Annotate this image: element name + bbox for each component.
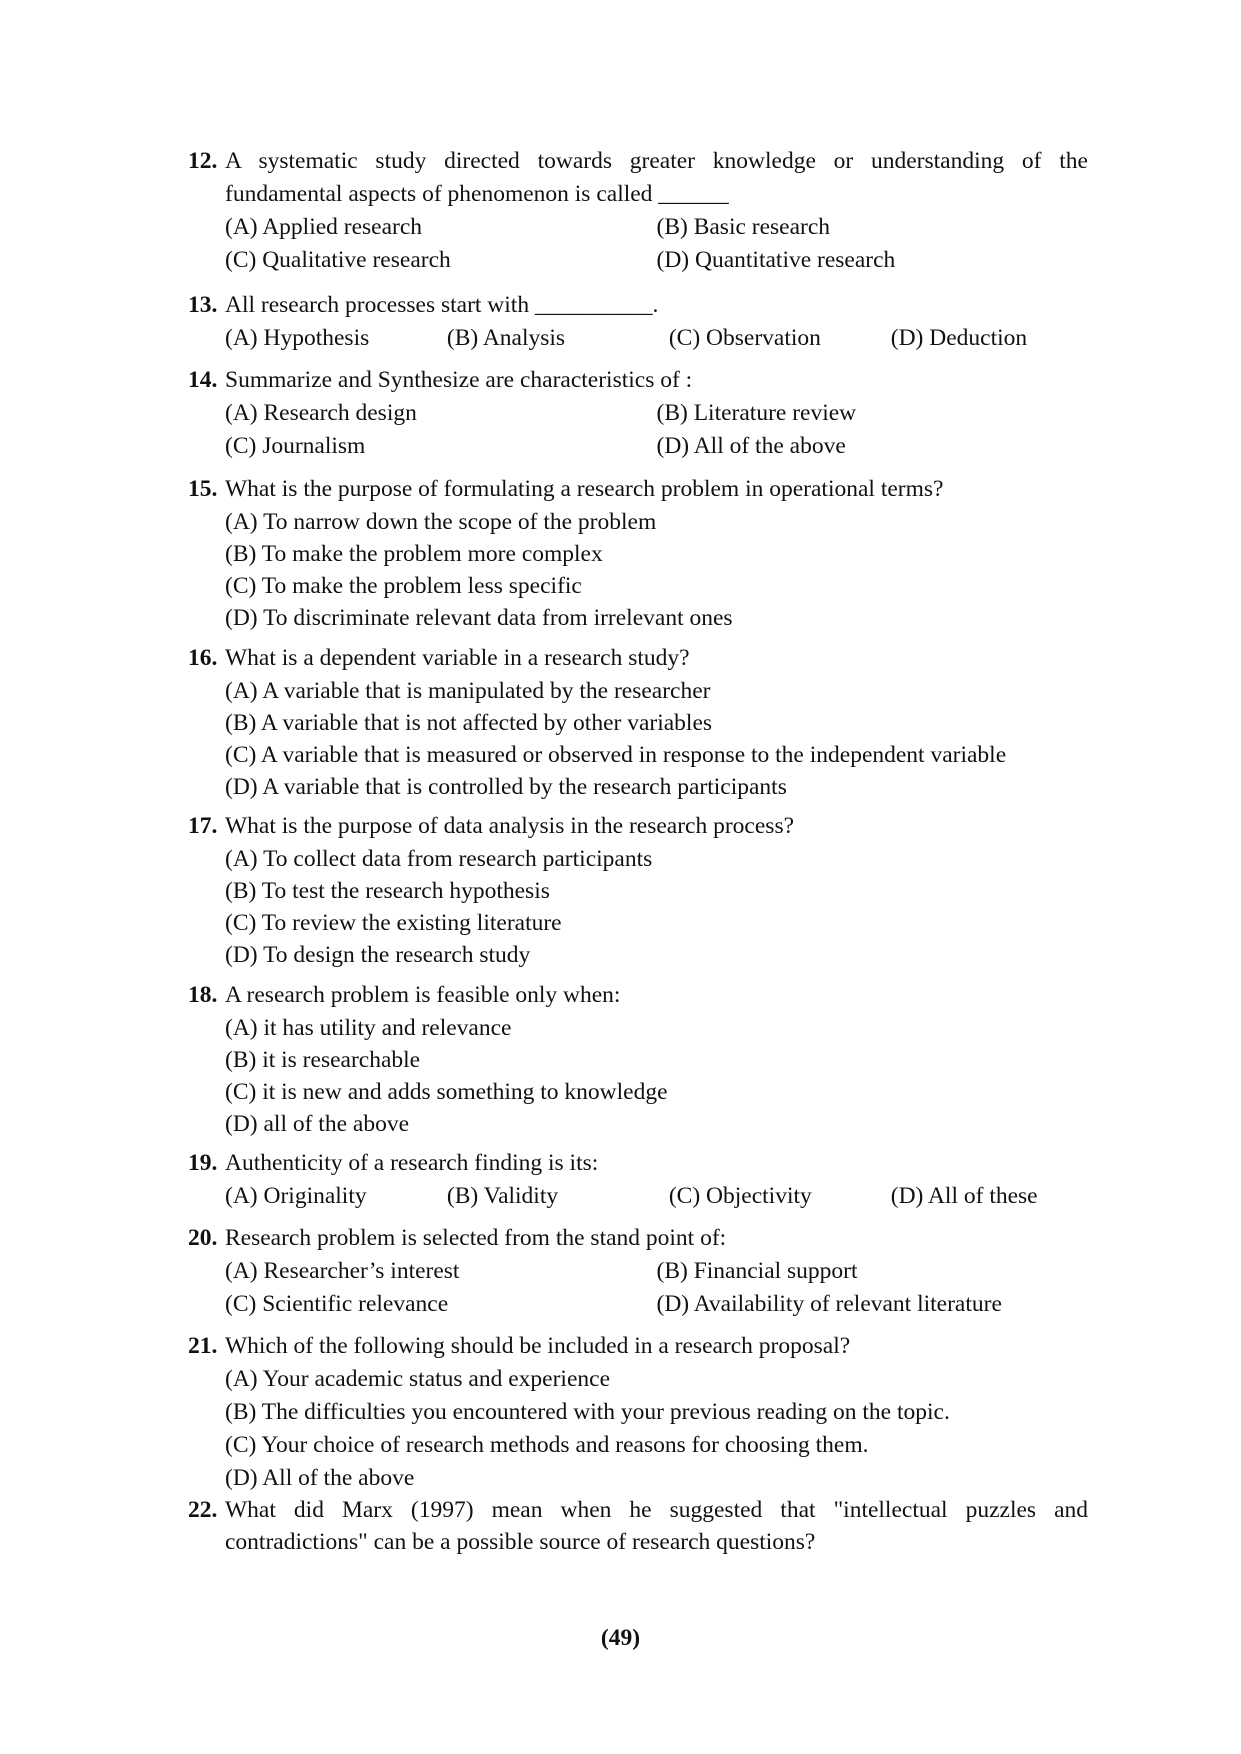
question-number: 14. bbox=[188, 367, 218, 393]
options-row bbox=[225, 211, 1088, 244]
question-13 bbox=[188, 289, 1088, 355]
question-number: 16. bbox=[188, 645, 218, 671]
question-number: 20. bbox=[188, 1225, 218, 1251]
options-row bbox=[225, 1180, 1088, 1213]
option-a: (A) Research design bbox=[225, 400, 417, 426]
option-b: (B) Literature review bbox=[656, 400, 857, 426]
option-a: (A) Hypothesis bbox=[225, 325, 370, 351]
options-row bbox=[225, 322, 1088, 355]
question-22 bbox=[188, 1494, 1088, 1558]
options-row bbox=[225, 244, 1088, 277]
options-row bbox=[225, 1288, 1088, 1321]
options-row bbox=[225, 1255, 1088, 1288]
question-stem: What is a dependent variable in a research study? bbox=[225, 645, 690, 671]
option-a: (A) it has utility and relevance bbox=[225, 1015, 512, 1041]
option-d: (D) All of the above bbox=[225, 1465, 415, 1491]
question-16 bbox=[188, 642, 1088, 803]
question-14 bbox=[188, 364, 1088, 463]
question-20 bbox=[188, 1222, 1088, 1321]
options bbox=[225, 211, 1088, 277]
options bbox=[225, 1363, 1088, 1495]
options bbox=[225, 1180, 1088, 1213]
page-number: (49) bbox=[600, 1625, 641, 1651]
option-a: (A) To narrow down the scope of the problem bbox=[225, 509, 657, 535]
option-d: (D) A variable that is controlled by the research participants bbox=[225, 774, 787, 800]
options-row bbox=[225, 397, 1088, 430]
options bbox=[225, 322, 1088, 355]
options bbox=[225, 506, 1088, 634]
options bbox=[225, 675, 1088, 803]
option-c: (C) To make the problem less specific bbox=[225, 573, 582, 599]
options bbox=[225, 1255, 1088, 1321]
question-stem: Summarize and Synthesize are characteristics of : bbox=[225, 367, 693, 393]
question-12 bbox=[188, 145, 1088, 277]
option-c: (C) Your choice of research methods and reasons for choosing them. bbox=[225, 1432, 869, 1458]
options bbox=[225, 1012, 1088, 1140]
option-b: (B) The difficulties you encountered with your previous reading on the topic. bbox=[225, 1399, 950, 1425]
question-18 bbox=[188, 979, 1088, 1140]
question-stem: What did Marx (1997) mean when he suggested that "intellectual puzzles and contradictions" can be a possible source of research questions? bbox=[225, 1497, 1088, 1555]
question-stem: A research problem is feasible only when: bbox=[225, 982, 621, 1008]
option-d: (D) Availability of relevant literature bbox=[656, 1291, 1002, 1317]
option-c: (C) Objectivity bbox=[668, 1183, 812, 1209]
option-a: (A) To collect data from research participants bbox=[225, 846, 653, 872]
question-stem: What is the purpose of data analysis in the research process? bbox=[225, 813, 795, 839]
question-number: 21. bbox=[188, 1333, 218, 1359]
option-a: (A) Researcher’s interest bbox=[225, 1258, 460, 1284]
question-number: 17. bbox=[188, 813, 218, 839]
question-15 bbox=[188, 473, 1088, 634]
question-stem: Research problem is selected from the stand point of: bbox=[225, 1225, 727, 1251]
option-b: (B) To make the problem more complex bbox=[225, 541, 603, 567]
option-b: (B) A variable that is not affected by other variables bbox=[225, 710, 713, 736]
option-c: (C) it is new and adds something to knowledge bbox=[225, 1079, 668, 1105]
option-b: (B) Validity bbox=[446, 1183, 559, 1209]
option-a: (A) Your academic status and experience bbox=[225, 1366, 610, 1392]
option-c: (C) Journalism bbox=[225, 433, 366, 459]
option-c: (C) To review the existing literature bbox=[225, 910, 562, 936]
option-b: (B) Basic research bbox=[656, 214, 831, 240]
question-number: 19. bbox=[188, 1150, 218, 1176]
option-d: (D) All of these bbox=[890, 1183, 1038, 1209]
question-stem: Which of the following should be included in a research proposal? bbox=[225, 1333, 851, 1359]
option-d: (D) To discriminate relevant data from irrelevant ones bbox=[225, 605, 733, 631]
option-d: (D) To design the research study bbox=[225, 942, 531, 968]
question-stem: What is the purpose of formulating a research problem in operational terms? bbox=[225, 476, 944, 502]
question-number: 22. bbox=[188, 1497, 218, 1523]
option-c: (C) Qualitative research bbox=[225, 247, 451, 273]
option-b: (B) Financial support bbox=[656, 1258, 858, 1284]
option-b: (B) To test the research hypothesis bbox=[225, 878, 550, 904]
option-c: (C) Scientific relevance bbox=[225, 1291, 449, 1317]
option-d: (D) Deduction bbox=[890, 325, 1028, 351]
option-b: (B) Analysis bbox=[446, 325, 566, 351]
question-number: 18. bbox=[188, 982, 218, 1008]
option-b: (B) it is researchable bbox=[225, 1047, 421, 1073]
option-a: (A) Applied research bbox=[225, 214, 423, 240]
option-a: (A) A variable that is manipulated by the researcher bbox=[225, 678, 711, 704]
option-a: (A) Originality bbox=[225, 1183, 367, 1209]
question-stem: Authenticity of a research finding is its: bbox=[225, 1150, 599, 1176]
question-17 bbox=[188, 810, 1088, 971]
option-d: (D) all of the above bbox=[225, 1111, 410, 1137]
options bbox=[225, 397, 1088, 463]
question-number: 12. bbox=[188, 148, 218, 174]
question-21 bbox=[188, 1330, 1088, 1495]
question-number: 13. bbox=[188, 292, 218, 318]
option-c: (C) A variable that is measured or observed in response to the independent variable bbox=[225, 742, 1007, 768]
question-stem: All research processes start with __________. bbox=[225, 292, 659, 318]
option-d: (D) Quantitative research bbox=[656, 247, 896, 273]
option-c: (C) Observation bbox=[668, 325, 821, 351]
question-stem: A systematic study directed towards greater knowledge or understanding of the fundamental aspects of phenomenon is called ______ bbox=[225, 148, 1088, 207]
options bbox=[225, 843, 1088, 971]
question-19 bbox=[188, 1147, 1088, 1213]
question-number: 15. bbox=[188, 476, 218, 502]
options-row bbox=[225, 430, 1088, 463]
option-d: (D) All of the above bbox=[656, 433, 846, 459]
